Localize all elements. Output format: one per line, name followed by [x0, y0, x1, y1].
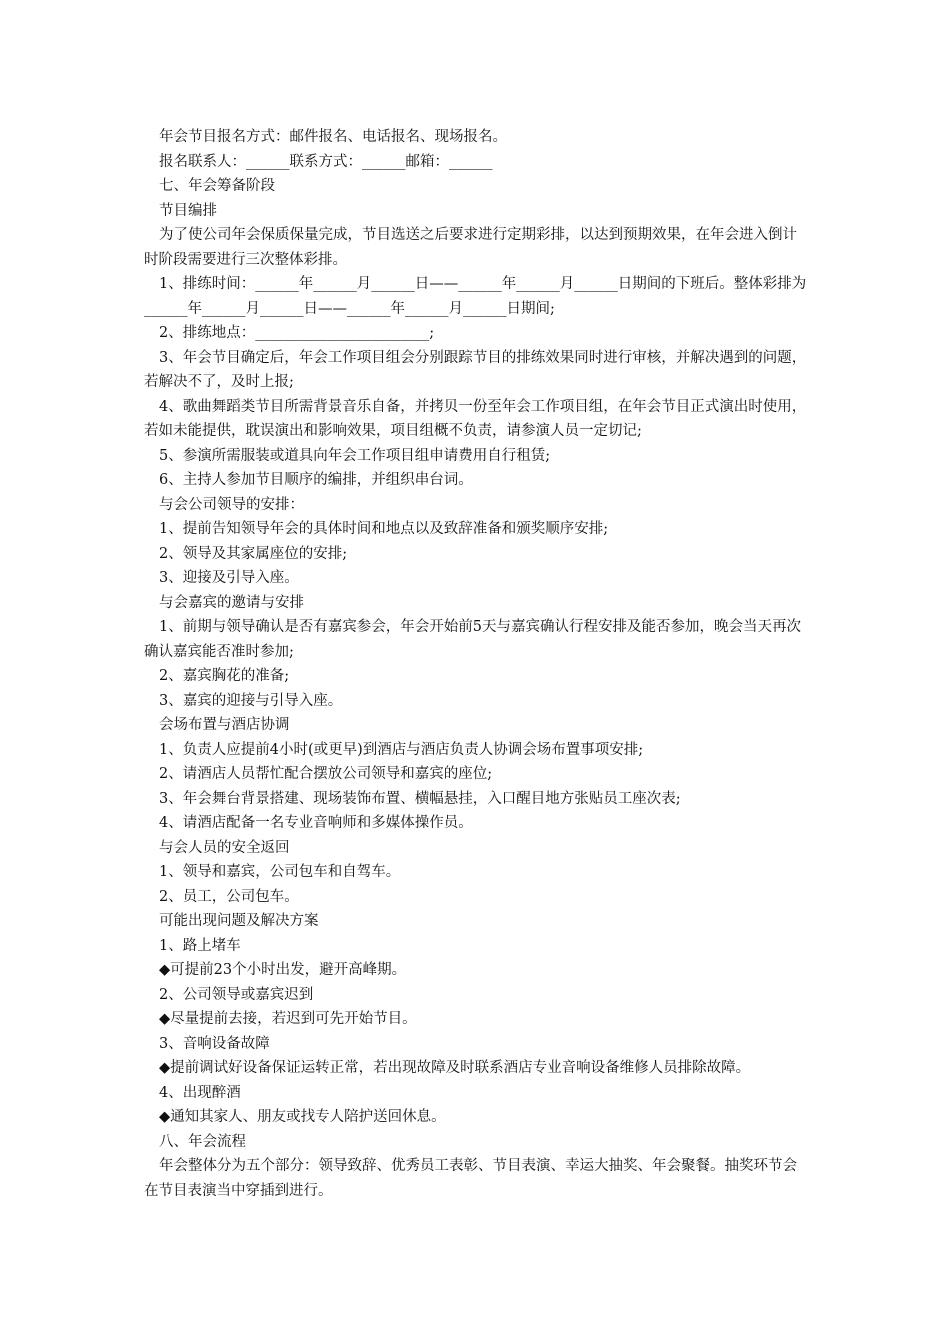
list-item: 1、负责人应提前4小时(或更早)到酒店与酒店负责人协调会场布置事项安排; — [159, 741, 644, 758]
subheading: 可能出现问题及解决方案 — [159, 913, 319, 929]
subheading: 与会人员的安全返回 — [159, 839, 290, 856]
list-item: 3、迎接及引导入座。 — [159, 570, 299, 586]
subheading: 节目编排 — [159, 202, 217, 219]
paragraph: 为了使公司年会保质保量完成，节目选送之后要求进行定期彩排，以达到预期效果，在年会进入倒计时阶段需要进行三次整体彩排。 — [144, 227, 797, 268]
list-item: 3、年会节目确定后，年会工作项目组会分别跟踪节目的排练效果同时进行审核，并解决遇到的问题，若解决不了，及时上报; — [144, 349, 807, 390]
bullet-item: ◆提前调试好设备保证运转正常，若出现故障及时联系酒店专业音响设备维修人员排除故障。 — [159, 1060, 751, 1076]
list-item: 4、出现醉酒 — [159, 1084, 241, 1101]
list-item: 2、请酒店人员帮忙配合摆放公司领导和嘉宾的座位; — [159, 766, 493, 782]
list-item: 2、排练地点：________________________; — [159, 325, 435, 341]
list-item: 1、路上堵车 — [159, 937, 241, 954]
list-item: 4、请酒店配备一名专业音响师和多媒体操作员。 — [159, 815, 473, 831]
paragraph: 年会整体分为五个部分：领导致辞、优秀员工表彰、节目表演、幸运大抽奖、年会聚餐。抽奖环节会在节目表演当中穿插到进行。 — [144, 1158, 797, 1199]
paragraph: 年会节目报名方式：邮件报名、电话报名、现场报名。 — [159, 129, 507, 145]
subheading: 与会嘉宾的邀请与安排 — [159, 594, 304, 611]
list-item: 2、公司领导或嘉宾迟到 — [159, 986, 314, 1003]
list-item: 1、领导和嘉宾，公司包车和自驾车。 — [159, 864, 401, 880]
document-body — [144, 125, 810, 1203]
list-item: 3、年会舞台背景搭建、现场装饰布置、横幅悬挂，入口醒目地方张贴员工座次表; — [159, 790, 681, 807]
bullet-item: ◆通知其家人、朋友或找专人陪护送回休息。 — [159, 1109, 446, 1125]
list-item: 1、前期与领导确认是否有嘉宾参会，年会开始前5天与嘉宾确认行程安排及能否参加，晚会当天再次确认嘉宾能否准时参加; — [144, 619, 801, 660]
list-item: 2、领导及其家属座位的安排; — [159, 545, 348, 562]
subheading: 与会公司领导的安排： — [159, 496, 304, 513]
bullet-item: ◆可提前23个小时出发，避开高峰期。 — [159, 962, 407, 978]
list-item: 2、员工，公司包车。 — [159, 888, 299, 905]
list-item: 5、参演所需服装或道具向年会工作项目组申请费用自行租赁; — [159, 447, 551, 464]
section-heading: 七、年会筹备阶段 — [159, 178, 275, 194]
list-item: 3、嘉宾的迎接与引导入座。 — [159, 692, 343, 709]
list-item: 1、提前告知领导年会的具体时间和地点以及致辞准备和颁奖顺序安排; — [159, 521, 609, 537]
list-item: 3、音响设备故障 — [159, 1035, 270, 1052]
section-heading: 八、年会流程 — [159, 1133, 246, 1150]
list-item: 2、嘉宾胸花的准备; — [159, 668, 290, 684]
list-item: 6、主持人参加节目顺序的编排，并组织串台词。 — [159, 472, 473, 488]
bullet-item: ◆尽量提前去接，若迟到可先开始节目。 — [159, 1011, 417, 1027]
paragraph: 报名联系人：______联系方式：______邮箱：______ — [159, 153, 493, 170]
list-item: 1、排练时间：______年______月______日——______年______月______日期间的下班后。整体彩排为______年______月______日——______年______月______日期间; — [144, 276, 807, 317]
subheading: 会场布置与酒店协调 — [159, 717, 290, 733]
list-item: 4、歌曲舞蹈类节目所需背景音乐自备，并拷贝一份至年会工作项目组，在年会节目正式演出时使用，若如未能提供，耽误演出和影响效果，项目组概不负责，请参演人员一定切记; — [144, 398, 807, 439]
